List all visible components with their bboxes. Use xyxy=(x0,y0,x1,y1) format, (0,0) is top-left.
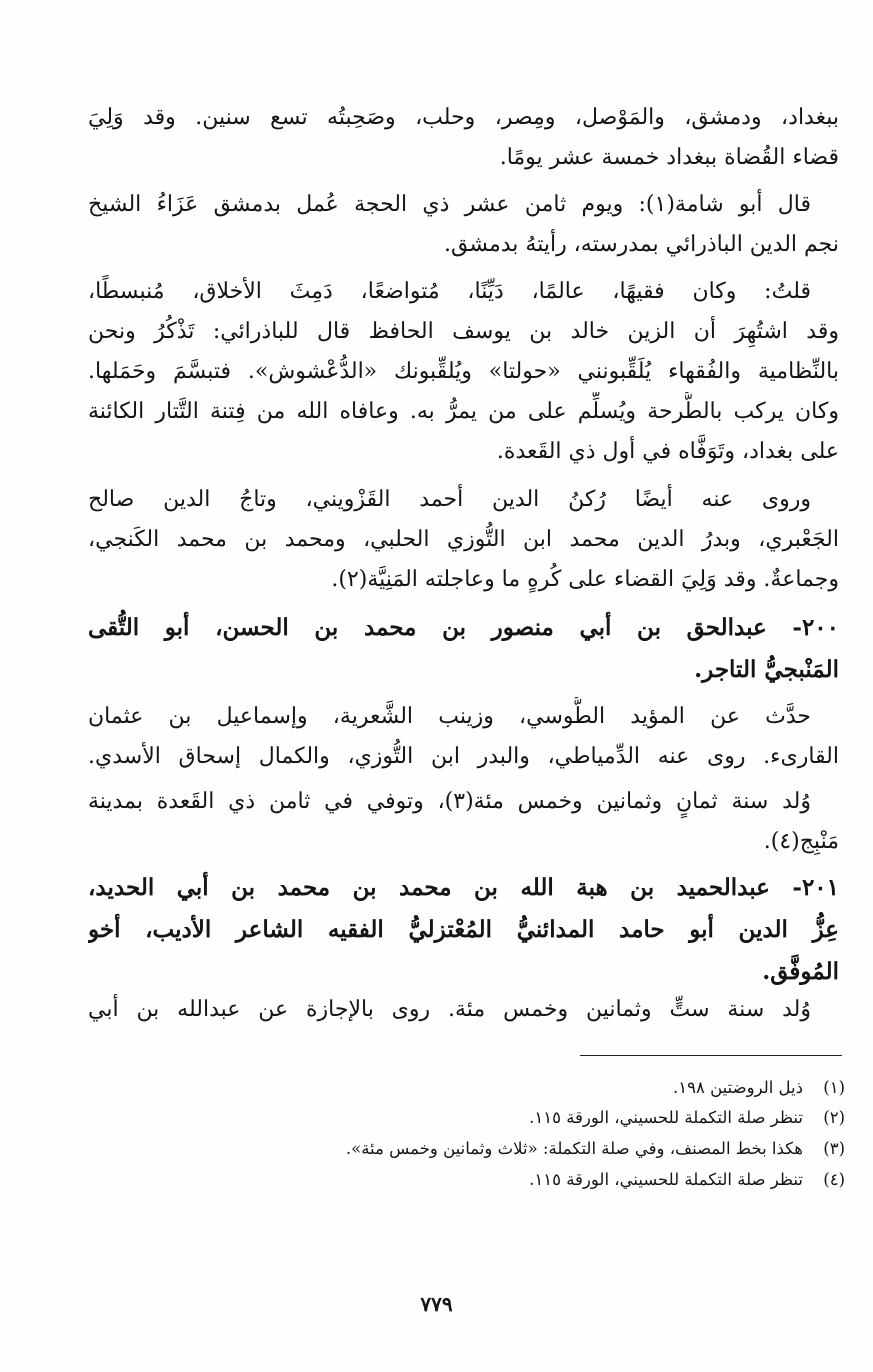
text-line: وقد اشتُهِرَ أن الزين خالد بن يوسف الحافظ قال للباذرائي: تَذْكُرُ ونحن xyxy=(88,319,839,344)
text-line: وُلد سنة ثمانٍ وثمانين وخمس مئة(٣)، وتوفي في ثامن ذي القَعدة بمدينة xyxy=(88,789,811,814)
footnote-text: هكذا بخط المصنف، وفي صلة التكملة: «ثلاث وثمانين وخمس مئة». xyxy=(345,1139,803,1158)
footnote-number: (٢) xyxy=(823,1108,845,1127)
text-line: مَنْبِج(٤). xyxy=(763,829,839,854)
text-line: على بغداد، وتَوَفَّاه في أول ذي القَعدة. xyxy=(496,439,839,464)
entry-heading-line: ٢٠١- عبدالحميد بن هبة الله بن محمد بن محمد بن أبي الحديد، xyxy=(88,874,839,901)
text-line: وُلد سنة ستٍّ وثمانين وخمس مئة. روى بالإجازة عن عبدالله بن أبي xyxy=(88,997,811,1022)
footnote xyxy=(25,1136,845,1162)
footnote xyxy=(25,1075,845,1101)
text-line: الجَعْبري، وبدرُ الدين محمد ابن التُّوزي الحلبي، ومحمد بن محمد الكَنجي، xyxy=(88,527,839,552)
entry-heading-line: عِزُّ الدين أبو حامد المدائنيُّ المُعْتزليُّ الفقيه الشاعر الأديب، أخو xyxy=(88,916,839,943)
page-number: ٧٧٩ xyxy=(420,1292,453,1316)
entry-heading-line: المَنْبجيُّ التاجر. xyxy=(694,656,839,683)
footnote-number: (٤) xyxy=(823,1170,845,1189)
text-line: قلتُ: وكان فقيهًا، عالمًا، دَيِّنًا، مُتواضعًا، دَمِثَ الأخلاق، مُنبسطًا، xyxy=(88,279,811,304)
entry-heading-line: المُوفَّق. xyxy=(762,958,839,985)
text-line: ببغداد، ودمشق، والمَوْصل، ومِصر، وحلب، وصَحِبتُه تسع سنين. وقد وَلِيَ xyxy=(88,105,839,130)
entry-heading-line: ٢٠٠- عبدالحق بن أبي منصور بن محمد بن الحسن، أبو التُّقى xyxy=(88,614,839,641)
footnote-divider xyxy=(580,1055,842,1056)
text-line: وروى عنه أيضًا رُكنُ الدين أحمد القَزْويني، وتاجُ الدين صالح xyxy=(88,487,811,512)
footnote xyxy=(25,1105,845,1131)
text-line: نجم الدين الباذرائي بمدرسته، رأيتهُ بدمشق. xyxy=(443,232,839,257)
footnote-text: ذيل الروضتين ١٩٨. xyxy=(673,1078,803,1097)
text-line: بالنِّظامية والفُقهاء يُلَقِّبونني «حولتا» ويُلقِّبونك «الدُّعْشوش». فتبسَّمَ وحَمَلها. xyxy=(88,359,839,384)
text-line: حدَّث عن المؤيد الطُّوسي، وزينب الشَّعرية، وإسماعيل بن عثمان xyxy=(88,704,811,729)
text-line: القارىء. روى عنه الدِّمياطي، والبدر ابن التُّوزي، والكمال إسحاق الأسدي. xyxy=(88,744,839,769)
text-line: وجماعةٌ. وقد وَلِيَ القضاء على كُرهٍ ما وعاجلته المَنِيَّة(٢). xyxy=(331,567,839,592)
footnote-number: (٣) xyxy=(823,1139,845,1158)
footnote-text: تنظر صلة التكملة للحسيني، الورقة ١١٥. xyxy=(529,1170,803,1189)
text-line: وكان يركب بالطُّرحة ويُسلِّم على من يمرُّ به. وعافاه الله من فِتنة التَّتار الكائنة xyxy=(88,399,839,424)
text-line: قضاء القُضاة ببغداد خمسة عشر يومًا. xyxy=(499,145,839,170)
footnote xyxy=(25,1167,845,1193)
footnote-text: تنظر صلة التكملة للحسيني، الورقة ١١٥. xyxy=(529,1108,803,1127)
footnote-number: (١) xyxy=(823,1078,845,1097)
text-line: قال أبو شامة(١): ويوم ثامن عشر ذي الحجة عُمل بدمشق عَزَاءُ الشيخ xyxy=(88,192,811,217)
